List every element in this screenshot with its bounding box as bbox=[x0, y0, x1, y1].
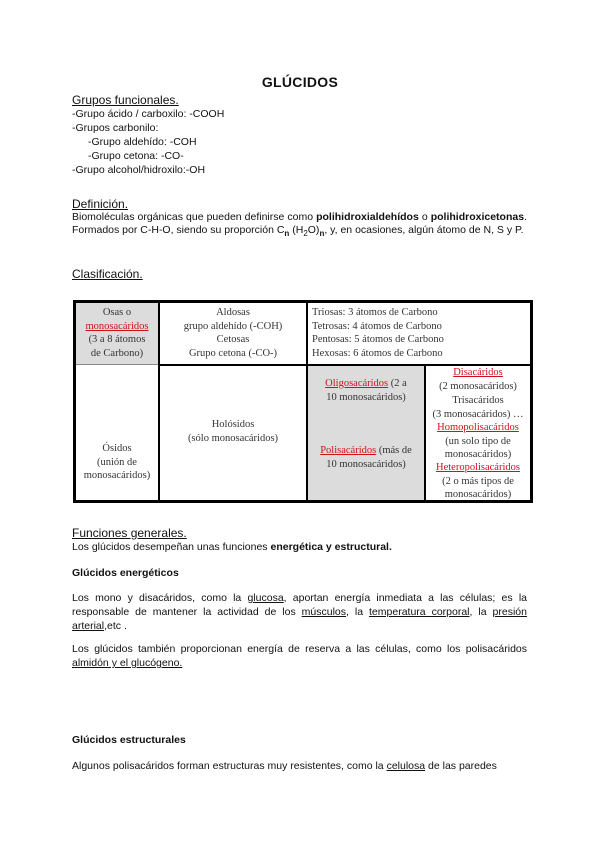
classification-table bbox=[73, 300, 533, 503]
osas-label: Osas o bbox=[102, 307, 132, 318]
monosacaridos-link[interactable]: monosacáridos bbox=[85, 320, 149, 332]
trisac-desc: (3 monosacáridos) … bbox=[432, 408, 524, 420]
section-estructurales bbox=[72, 733, 527, 747]
table-divider bbox=[306, 303, 308, 500]
table-divider bbox=[158, 303, 160, 500]
heading-definicion: Definición. bbox=[72, 197, 129, 211]
almidon-glucogeno-link[interactable]: almidón y el glucógeno. bbox=[72, 657, 183, 669]
pentosas-line: Pentosas: 5 átomos de Carbono bbox=[312, 334, 444, 345]
holosidos-label: Holósidos bbox=[211, 419, 255, 430]
aldosas-grupo: grupo aldehído (-COH) bbox=[183, 320, 283, 332]
estructurales-text-2: de las paredes bbox=[425, 760, 497, 772]
hexosas-line: Hexosas: 6 átomos de Carbono bbox=[312, 347, 443, 359]
osidos-monosacaridos: monosacáridos) bbox=[83, 470, 151, 481]
definicion-sub-n2: n bbox=[319, 229, 325, 239]
aldosas-label: Aldosas bbox=[216, 307, 250, 318]
funciones-paragraph bbox=[72, 540, 527, 554]
energeticos-text-3: , la bbox=[346, 606, 370, 618]
celulosa-link[interactable]: celulosa bbox=[386, 760, 426, 772]
tetrosas-line: Tetrosas: 4 átomos de Carbono bbox=[312, 320, 442, 332]
energeticos-paragraph-1 bbox=[72, 591, 527, 633]
hetero-desc-1: (2 o más tipos de bbox=[442, 475, 514, 487]
energeticos-text-6: Los glúcidos también proporcionan energía de reserva a las células, como los polisacáridos bbox=[72, 643, 527, 655]
osidos-label: Ósidos bbox=[102, 443, 132, 454]
energeticos-text-4: , la bbox=[469, 606, 493, 618]
definicion-text-5: O) bbox=[307, 224, 320, 236]
table-divider bbox=[424, 364, 426, 500]
definicion-sub-n1: n bbox=[284, 229, 290, 239]
oligosacaridos-block bbox=[308, 377, 424, 404]
trisacaridos-label: Trisacáridos bbox=[452, 395, 504, 406]
definicion-text-6: , y, en ocasiones, algún átomo de N, S y P. bbox=[324, 224, 524, 236]
heteropolisacaridos-link[interactable]: Heteropolisacáridos bbox=[436, 462, 520, 473]
cell-subtipos bbox=[426, 366, 530, 500]
homo-desc-2: monosacáridos) bbox=[444, 449, 512, 460]
poli-range: (más de bbox=[376, 445, 412, 456]
cell-osas bbox=[76, 303, 158, 364]
estructurales-text-1: Algunos polisacáridos forman estructuras muy resistentes, como la bbox=[72, 760, 387, 772]
cell-aldosas-cetosas bbox=[160, 303, 306, 364]
grupo-acido-line: -Grupo ácido / carboxilo: -COOH bbox=[72, 108, 225, 120]
cell-oligo-poli bbox=[308, 366, 424, 500]
triosas-line: Triosas: 3 átomos de Carbono bbox=[312, 307, 438, 318]
heading-energeticos: Glúcidos energéticos bbox=[72, 567, 179, 579]
funciones-bold: energética y estructural. bbox=[270, 541, 392, 553]
table-divider bbox=[158, 364, 530, 366]
definicion-bold-2: polihidroxicetonas bbox=[430, 211, 525, 223]
cetosas-grupo: Grupo cetona (-CO-) bbox=[188, 347, 278, 359]
heteropolisacaridos-block bbox=[426, 461, 530, 502]
disac-desc: (2 monosacáridos) bbox=[439, 380, 517, 392]
section-energeticos bbox=[72, 566, 527, 580]
definicion-text-2: o bbox=[418, 211, 431, 223]
glucosa-link[interactable]: glucosa bbox=[247, 592, 284, 604]
grupo-aldehido-line: -Grupo aldehído: -COH bbox=[88, 136, 197, 148]
definicion-text-1: Biomoléculas orgánicas que pueden definirse como bbox=[72, 211, 317, 223]
oligo-range: (2 a bbox=[388, 378, 407, 389]
heading-estructurales: Glúcidos estructurales bbox=[72, 734, 186, 746]
holosidos-desc: (sólo monosacáridos) bbox=[187, 432, 279, 444]
cell-osidos bbox=[76, 366, 158, 500]
polisacaridos-block bbox=[308, 444, 424, 471]
definicion-paragraph bbox=[72, 211, 527, 240]
funciones-text: Los glúcidos desempeñan unas funciones bbox=[72, 541, 271, 553]
osidos-union: (unión de bbox=[97, 456, 137, 468]
estructurales-paragraph bbox=[72, 759, 527, 773]
cetosas-label: Cetosas bbox=[216, 334, 250, 345]
section-definicion bbox=[72, 197, 527, 240]
presion-link[interactable]: presión arterial bbox=[72, 606, 527, 632]
heading-clasificacion: Clasificación. bbox=[72, 267, 143, 281]
definicion-bold-1: polihidroxialdehídos bbox=[316, 211, 419, 223]
temperatura-link[interactable]: temperatura corporal bbox=[369, 606, 470, 618]
homopolisacaridos-link[interactable]: Homopolisacáridos bbox=[437, 422, 519, 433]
disacaridos-link[interactable]: Disacáridos bbox=[453, 367, 503, 378]
hetero-desc-2: monosacáridos) bbox=[444, 489, 512, 500]
energeticos-text-2: , aportan energía inmediata a las células; es la responsable de mantener la actividad de los bbox=[72, 592, 527, 618]
definicion-text-4: (H bbox=[289, 224, 304, 236]
poli-desc: 10 monosacáridos) bbox=[326, 458, 406, 470]
oligo-desc: 10 monosacáridos) bbox=[326, 391, 406, 403]
energeticos-text-1: Los mono y disacáridos, como la bbox=[72, 592, 248, 604]
musculos-link[interactable]: músculos bbox=[301, 606, 347, 618]
grupo-alcohol-line: -Grupo alcohol/hidroxilo:-OH bbox=[72, 164, 206, 176]
definicion-sub-2: 2 bbox=[303, 229, 308, 239]
definicion-text-3: . Formados por C-H-O, siendo su proporción C bbox=[72, 211, 527, 236]
cell-carbonos bbox=[308, 303, 530, 364]
page-title: GLÚCIDOS bbox=[261, 74, 339, 90]
section-clasificacion bbox=[72, 267, 527, 281]
trisacaridos-block bbox=[426, 394, 530, 421]
polisacaridos-link[interactable]: Polisacáridos bbox=[320, 445, 377, 456]
section-funciones bbox=[72, 526, 527, 554]
osas-carbono: de Carbono) bbox=[90, 347, 144, 359]
section-grupos-funcionales bbox=[72, 93, 527, 177]
disacaridos-block bbox=[426, 366, 530, 393]
homopolisacaridos-block bbox=[426, 421, 530, 462]
grupo-cetona-line: -Grupo cetona: -CO- bbox=[88, 150, 184, 162]
osas-atomos: (3 a 8 átomos bbox=[88, 334, 146, 345]
homo-desc-1: (un solo tipo de bbox=[445, 435, 511, 447]
grupos-carbonilo-line: -Grupos carbonilo: bbox=[72, 122, 159, 134]
heading-grupos-funcionales: Grupos funcionales. bbox=[72, 93, 179, 107]
heading-funciones: Funciones generales. bbox=[72, 526, 187, 540]
cell-holosidos bbox=[160, 366, 306, 500]
energeticos-text-5: ,etc . bbox=[104, 620, 127, 632]
oligosacaridos-link[interactable]: Oligosacáridos bbox=[325, 378, 389, 389]
table-divider bbox=[76, 364, 158, 365]
energeticos-paragraph-2 bbox=[72, 642, 527, 670]
